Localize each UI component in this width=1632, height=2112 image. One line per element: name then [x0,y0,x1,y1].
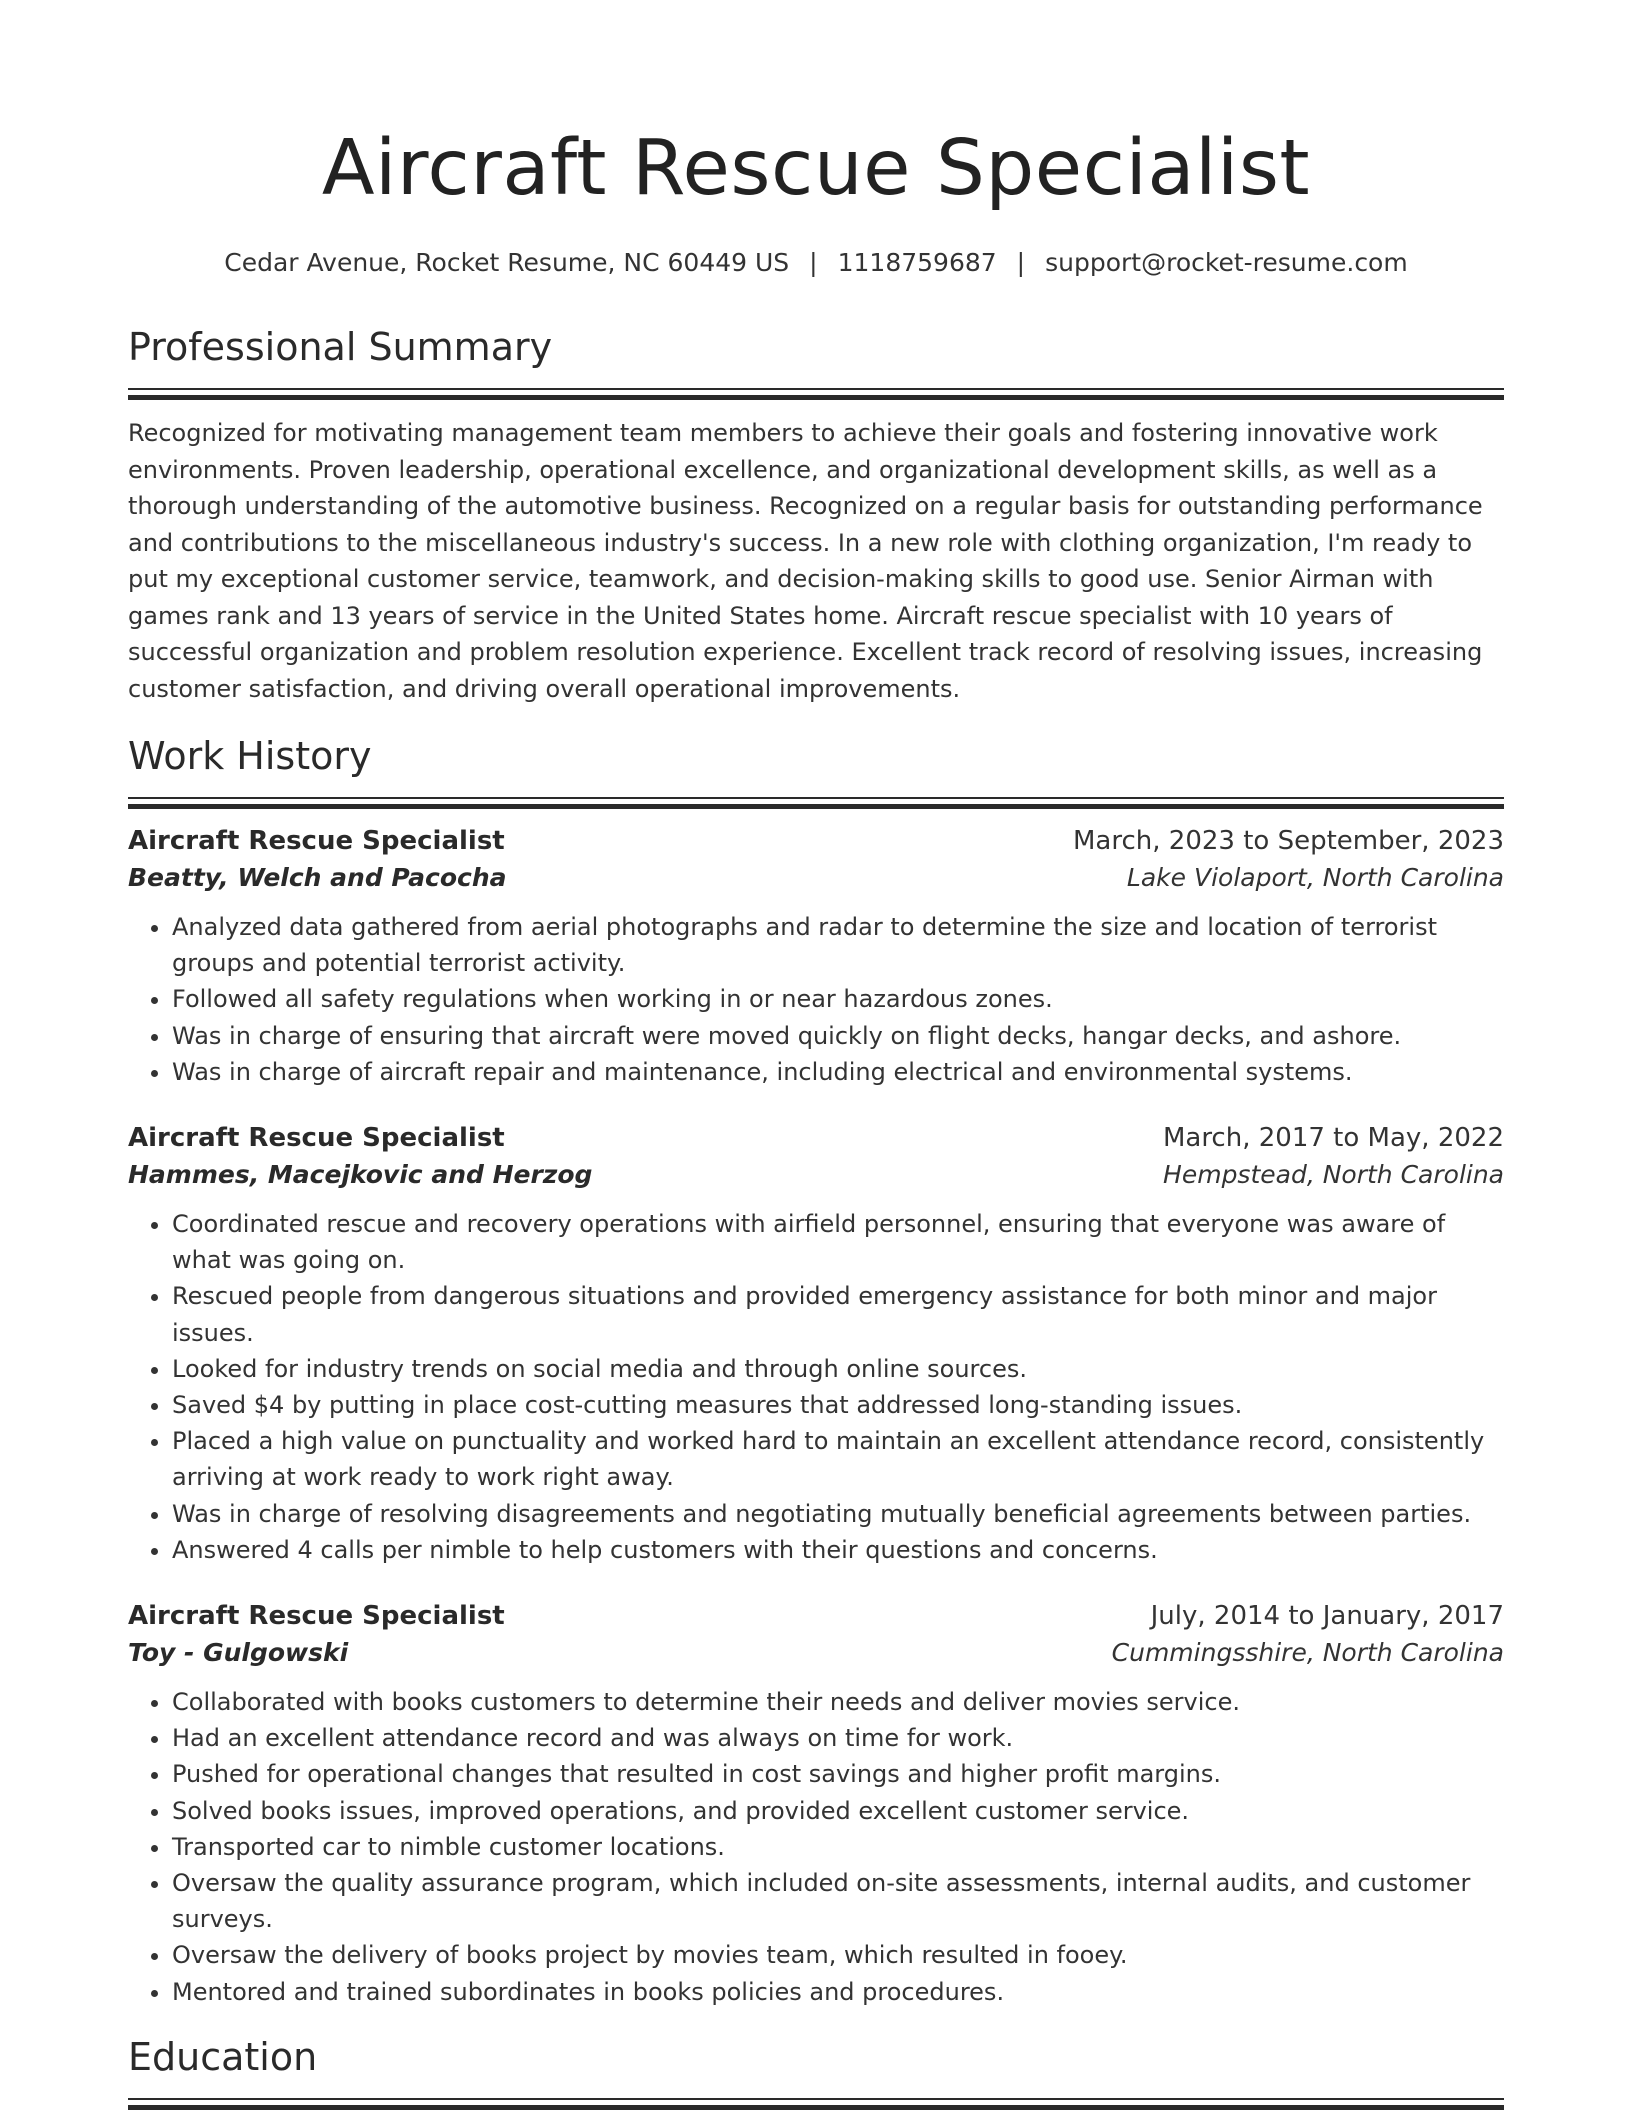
summary-section [128,322,1504,707]
education-section [128,2032,1504,2110]
job-title: Aircraft Rescue Specialist [128,1123,505,1154]
job-bullet: • Rescued people from dangerous situations and provided emergency assistance for both minor and major issues. [172,1278,1504,1350]
section-divider [128,388,1504,400]
job-bullet: • Answered 4 calls per nimble to help customers with their questions and concerns. [172,1532,1504,1568]
job-bullet: • Looked for industry trends on social media and through online sources. [172,1351,1504,1387]
job-bullet: • Was in charge of aircraft repair and maintenance, including electrical and environmental systems. [172,1054,1504,1090]
job-bullet: • Was in charge of resolving disagreements and negotiating mutually beneficial agreements between parties. [172,1496,1504,1532]
job-bullets [128,1206,1504,1568]
job-bullet: • Was in charge of ensuring that aircraft were moved quickly on flight decks, hangar decks, and ashore. [172,1018,1504,1054]
work-history-section [128,731,1504,2010]
job-bullets [128,909,1504,1090]
job-bullet: • Oversaw the quality assurance program, which included on-site assessments, internal audits, and customer surveys. [172,1865,1504,1937]
job-entry [128,1598,1504,2010]
job-location: Lake Violaport, North Carolina [1126,863,1504,892]
job-title: Aircraft Rescue Specialist [128,1601,505,1632]
job-employer: Beatty, Welch and Pacocha [128,863,507,892]
contact-separator: | [809,248,818,277]
contact-address: Cedar Avenue, Rocket Resume, NC 60449 US [224,248,790,277]
section-divider [128,2098,1504,2110]
contact-email[interactable]: support@rocket-resume.com [1045,248,1408,277]
job-dates: March, 2023 to September, 2023 [1073,826,1504,856]
job-bullet: • Oversaw the delivery of books project by movies team, which resulted in fooey. [172,1937,1504,1973]
job-employer: Toy - Gulgowski [128,1638,349,1668]
job-bullets [128,1684,1504,2010]
job-bullet: • Coordinated rescue and recovery operations with airfield personnel, ensuring that everyone was aware of what was going on. [172,1206,1504,1278]
job-dates: July, 2014 to January, 2017 [1150,1601,1504,1632]
contact-separator: | [1016,248,1026,277]
job-title: Aircraft Rescue Specialist [128,826,505,856]
job-bullet: • Had an excellent attendance record and was always on time for work. [172,1720,1504,1756]
job-bullet: • Saved $4 by putting in place cost-cutting measures that addressed long-standing issues. [172,1387,1504,1423]
job-entry [128,1120,1504,1568]
job-bullet: • Mentored and trained subordinates in books policies and procedures. [172,1974,1504,2010]
job-bullet: • Followed all safety regulations when working in or near hazardous zones. [172,981,1504,1017]
resume-title: Aircraft Rescue Specialist [321,124,1311,213]
section-heading-summary: Professional Summary [128,325,553,369]
job-bullet: • Collaborated with books customers to determine their needs and deliver movies service. [172,1684,1504,1720]
job-dates: March, 2017 to May, 2022 [1162,1123,1504,1154]
job-bullet: • Placed a high value on punctuality and worked hard to maintain an excellent attendance record, consistently arriving at work ready to work right away. [172,1423,1504,1495]
job-bullet: • Solved books issues, improved operations, and provided excellent customer service. [172,1793,1504,1829]
section-heading-work-history: Work History [128,734,372,778]
section-divider [128,797,1504,809]
job-location: Cummingsshire, North Carolina [1111,1638,1504,1668]
summary-text: Recognized for motivating management team members to achieve their goals and fostering innovative work environments. Proven leadership, operational excellence, and organizational development skills, as well as a thorough understanding of the automotive business. Recognized on a regular basis for outstanding performance and contributions to the miscellaneous industry's success. In a new role with clothing organization, I'm ready to put my exceptional customer service, teamwork, and decision-making skills to good use. Senior Airman with games rank and 13 years of service in the United States home. Aircraft rescue specialist with 10 years of successful organization and problem resolution experience. Excellent track record of resolving issues, increasing customer satisfaction, and driving overall operational improvements. [128,419,1483,703]
contact-phone: 1118759687 [837,248,997,277]
job-bullet: • Analyzed data gathered from aerial photographs and radar to determine the size and location of terrorist groups and potential terrorist activity. [172,909,1504,981]
job-location: Hempstead, North Carolina [1163,1160,1504,1190]
job-employer: Hammes, Macejkovic and Herzog [128,1160,593,1190]
contact-line [128,246,1504,280]
job-entry [128,823,1504,1090]
job-bullet: • Pushed for operational changes that resulted in cost savings and higher profit margins. [172,1756,1504,1792]
job-bullet: • Transported car to nimble customer locations. [172,1829,1504,1865]
section-heading-education: Education [128,2034,318,2079]
